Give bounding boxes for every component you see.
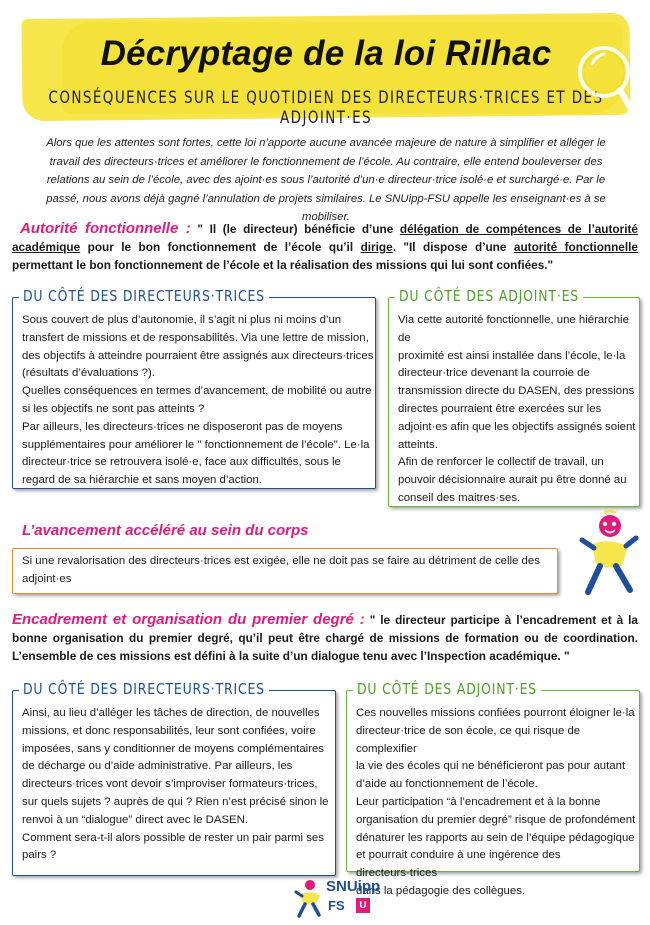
text-line: directeur·trice devenant la courroie de <box>398 367 590 380</box>
snuipp-fsu-logo <box>294 876 394 920</box>
section-avancement-title: L’avancement accéléré au sein du corps <box>22 522 309 539</box>
text-line: directeurs·trices vont devoir s’improviser formateurs·trices, <box>22 778 318 791</box>
page-subtitle: CONSÉQUENCES SUR LE QUOTIDIEN DES DIRECTEURS·TRICES ET DES ADJOINT·ES <box>48 88 604 128</box>
mascot-figure <box>574 510 640 598</box>
text-line: des objectifs à atteindre pourraient être assignés aux directeurs·trices <box>22 349 374 362</box>
section-encadrement-title: Encadrement et organisation du premier degré : <box>12 611 365 628</box>
text-line: imposées, sans y conditionner de moyens complémentaires <box>22 742 325 755</box>
text-line: pouvoir décisionnaire aurait pu être donné au <box>398 474 627 487</box>
text-line: conseil des maitres·ses. <box>398 491 521 504</box>
text-line: Quelles conséquences en termes d’avancement, de mobilité ou autre <box>22 385 372 398</box>
quote-part-c: . "Il dispose d’une <box>392 240 514 254</box>
text-line: sur quels sujets ? auprès de qui ? Rien n’est précisé sinon le <box>22 795 329 808</box>
text-line: Sous couvert de plus d’autonomie, il s’agit ni plus ni moins d’un <box>22 314 342 326</box>
text-line: dénaturer les rapports au sein de l’équipe pédagogique <box>356 831 635 844</box>
text-line: transfert de missions et de responsabilités. Via une lettre de mission, <box>22 331 369 344</box>
text-line: la vie des écoles qui ne bénéficieront pas pour autant <box>356 760 626 773</box>
intro-paragraph: Alors que les attentes sont fortes, cette loi n’apporte aucune avancée majeure de nature à simplifier et alléger le travail des directeurs·trices et améliorer le fonctionnement de l’école. Au contraire, elle entend bouleverser des relations au sein de l’école, avec des ajoint·es sous l’autorité d’un·e directeur·trice isolé·e et surchargé·e. Par le passé, nous avons déjà gagné l’annulation de projets similaires. Le SNUipp-FSU appelle les enseignant·es à se mobiliser. <box>46 137 606 223</box>
box-text-adjoints-2 <box>356 705 639 901</box>
section-encadrement-quote: " le directeur participe à l’encadrement et à la bonne organisation du premier degré, qu’il peut être chargé de missions de formation ou de coordination. L’ensemble de ces missions est défini à la suite d’un dialogue tenu avec l’Inspection académique. " <box>12 613 638 663</box>
box-directeurs-1 <box>12 286 376 489</box>
section-autorite-title: Autorité fonctionnelle : <box>20 220 191 237</box>
text-line: directeur·trice se retrouvera isolé·e, face aux difficultés, sous le <box>22 456 341 469</box>
quote-underline-dirige: dirige <box>360 240 393 254</box>
text-line: directes pourraient être exercées sur les <box>398 402 602 415</box>
text-line: renvoi à un “dialogue” direct avec le DASEN. <box>22 813 249 826</box>
box-label-directeurs-2: DU CÔTÉ DES DIRECTEURS·TRICES <box>19 680 269 698</box>
box-directeurs-2 <box>12 679 336 876</box>
box-text-avancement <box>22 553 540 589</box>
box-text-adjoints-1 <box>398 312 639 508</box>
text-line: adjoint·es afin que les objectifs assignés soient <box>398 420 636 433</box>
quote-part-b: pour le bon fonctionnement de l’école qu’il <box>80 240 361 254</box>
logo-text-snuipp: SNUipp <box>326 878 381 895</box>
text-line: transmission directe du DASEN, des pressions <box>398 385 635 398</box>
quote-part-d: permettant le bon fonctionnement de l’école et la réalisation des missions qui lui sont confiées." <box>12 258 554 272</box>
text-line: Via cette autorité fonctionnelle, une hiérarchie de <box>398 314 629 344</box>
box-label-adjoints-1: DU CÔTÉ DES ADJOINT·ES <box>395 287 583 305</box>
logo-figure-icon <box>294 878 324 918</box>
text-line: directeur·trice de son école, ce qui risque de complexifier <box>356 724 581 755</box>
text-line: Par ailleurs, les directeurs·trices ne disposeront pas de moyens <box>22 420 343 433</box>
text-line: pairs ? <box>22 849 57 862</box>
section-autorite-paragraph <box>12 220 638 274</box>
header-banner <box>22 16 630 128</box>
text-line: de décharge ou d’aide administrative. Par ailleurs, les <box>22 760 293 773</box>
text-line: supplémentaires pour améliorer le " fonctionnement de l’école". Le·la <box>22 438 370 451</box>
quote-underline-delegation: délégation de compétences de l’autorité académique <box>12 222 638 254</box>
text-line: missions, et donc responsabilités, leur sont confiées, voire <box>22 724 316 737</box>
section-encadrement-paragraph <box>12 611 638 665</box>
text-line: et pourrait conduire à une ingérence des directeurs·trices <box>356 849 561 880</box>
text-line: si les objectifs ne sont pas atteints ? <box>22 402 205 415</box>
text-line: proximité est ainsi installée dans l’école, le·la <box>398 349 626 362</box>
text-line: Si une revalorisation des directeurs·trices est exigée, elle ne doit pas se faire au détriment de celle des <box>22 555 540 567</box>
text-line: Ces nouvelles missions confiées pourront éloigner le·la <box>356 707 635 719</box>
text-line: Comment sera-t-il alors possible de rester un pair parmi ses <box>22 831 324 844</box>
text-line: atteints. <box>398 438 438 451</box>
text-line: organisation du premier degré” risque de profondément <box>356 813 636 826</box>
text-line: Ainsi, au lieu d’alléger les tâches de direction, de nouvelles <box>22 707 320 719</box>
box-label-directeurs-1: DU CÔTÉ DES DIRECTEURS·TRICES <box>19 287 269 305</box>
box-text-directeurs-1 <box>22 312 373 490</box>
box-adjoints-1 <box>388 286 640 507</box>
text-line: (résultats d’évaluations ?). <box>22 367 155 380</box>
text-line: Leur participation “à l’encadrement et à la bonne <box>356 795 601 808</box>
text-line: d’aide au fonctionnement de l’école. <box>356 778 538 791</box>
text-line: regard de sa hiérarchie et sans moyen d’action. <box>22 474 262 487</box>
box-avancement <box>12 548 558 594</box>
box-text-directeurs-2 <box>22 705 328 865</box>
quote-part-a: " Il (le directeur) bénéficie d’une <box>190 222 400 236</box>
text-line: Afin de renforcer le collectif de travail, un <box>398 456 604 469</box>
text-line: dans la pédagogie des collègues. <box>356 884 526 897</box>
page-title: Décryptage de la loi Rilhac <box>100 34 552 73</box>
text-line: adjoint·es <box>22 572 72 585</box>
logo-text-u: U <box>356 898 370 913</box>
quote-underline-autorite: autorité fonctionnelle <box>513 240 638 254</box>
magnifier-icon <box>570 40 640 120</box>
box-label-adjoints-2: DU CÔTÉ DES ADJOINT·ES <box>353 680 541 698</box>
logo-text-fs: FS <box>328 898 345 913</box>
